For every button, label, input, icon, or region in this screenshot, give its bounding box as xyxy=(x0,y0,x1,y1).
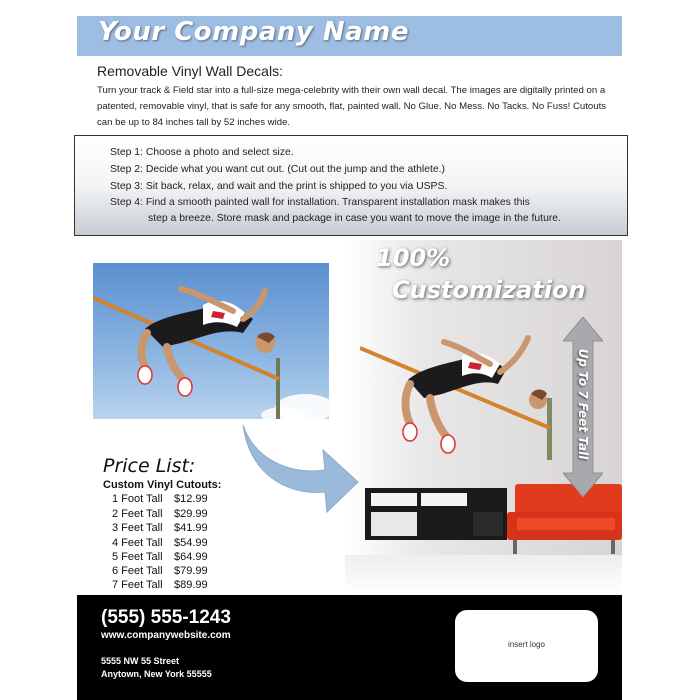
logo-placeholder-text: insert logo xyxy=(508,640,545,649)
address-line-1: 5555 NW 55 Street xyxy=(101,656,180,666)
intro-title: Removable Vinyl Wall Decals: xyxy=(97,63,283,79)
address-line-2: Anytown, New York 55555 xyxy=(101,669,212,679)
decal-athlete xyxy=(360,328,560,460)
original-photo xyxy=(93,263,329,419)
price-row xyxy=(112,508,208,520)
step-4: Step 4: Find a smooth painted wall for installation. Transparent installation mask makes this xyxy=(110,197,530,208)
price-value: $29.99 xyxy=(174,508,208,520)
step-2: Step 2: Decide what you want cut out. (Cut out the jump and the athlete.) xyxy=(110,164,446,175)
customization-label: Customization xyxy=(392,276,586,304)
step-3: Step 3: Sit back, relax, and wait and the print is shipped to you via USPS. xyxy=(110,181,448,192)
customization-percent: 100% xyxy=(376,244,451,272)
price-size: 6 Feet Tall xyxy=(112,565,163,577)
tv-stand xyxy=(365,488,507,540)
step-4-continued: step a breeze. Store mask and package in case you want to move the image in the future. xyxy=(148,213,561,224)
price-list-subtitle: Custom Vinyl Cutouts: xyxy=(103,479,222,491)
price-value: $89.99 xyxy=(174,579,208,591)
phone-number[interactable]: (555) 555-1243 xyxy=(101,607,231,628)
price-size: 3 Feet Tall xyxy=(112,522,163,534)
price-row xyxy=(112,579,208,591)
price-size: 4 Feet Tall xyxy=(112,537,163,549)
price-list-title: Price List: xyxy=(103,455,196,477)
room-floor xyxy=(345,555,622,595)
price-value: $41.99 xyxy=(174,522,208,534)
price-value: $54.99 xyxy=(174,537,208,549)
price-value: $64.99 xyxy=(174,551,208,563)
intro-body: Turn your track & Field star into a full-size mega-celebrity with their own wall decal. The images are digitally printed on a patented, removable vinyl, that is safe for any smooth, flat, painted wall. No Glue. No Mess. No Tacks. No Fuss! Cutouts can be up to 84 inches tall by 52 inches wide. xyxy=(97,85,607,128)
price-row xyxy=(112,537,208,549)
price-size: 5 Feet Tall xyxy=(112,551,163,563)
price-row xyxy=(112,551,208,563)
arrow-graphic xyxy=(235,420,360,515)
price-size: 1 Foot Tall xyxy=(112,493,163,505)
website-link[interactable]: www.companywebsite.com xyxy=(101,630,231,641)
step-1: Step 1: Choose a photo and select size. xyxy=(110,147,294,158)
price-value: $79.99 xyxy=(174,565,208,577)
price-row xyxy=(112,565,208,577)
price-row xyxy=(112,493,208,505)
price-size: 2 Feet Tall xyxy=(112,508,163,520)
price-size: 7 Feet Tall xyxy=(112,579,163,591)
price-row xyxy=(112,522,208,534)
company-name: Your Company Name xyxy=(98,17,409,47)
price-value: $12.99 xyxy=(174,493,208,505)
height-label: Up To 7 Feet Tall xyxy=(576,348,590,460)
